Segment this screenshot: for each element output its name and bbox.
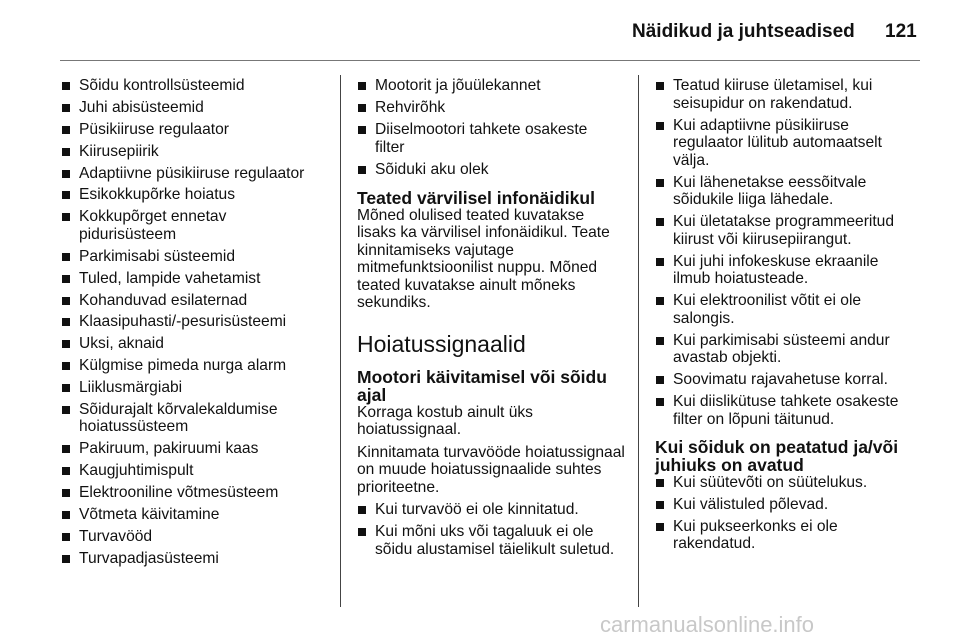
- list-item: Kui süütevõti on süütelukus.: [655, 474, 925, 492]
- list-item: Sõiduki aku olek: [357, 161, 629, 179]
- page-title: Näidikud ja juhtseadised: [632, 21, 855, 42]
- section-heading-warning-chimes: Hoiatussignaalid: [357, 330, 526, 357]
- warning-list-bottom: [357, 501, 629, 558]
- subheading-engine-start: Mootori käivitamisel või sõidu ajal: [357, 366, 607, 405]
- list-item: Kiirusepiirik: [61, 143, 331, 161]
- list-item: Sõidurajalt kõrvalekaldumise hoiatussüsteem: [61, 401, 289, 436]
- chime-conditions-list: [655, 77, 925, 428]
- watermark: carmanualsonline.info: [600, 612, 815, 637]
- stopped-conditions-list: [655, 474, 925, 553]
- list-item: Kui diislikütuse tahkete osakeste filter on lõpuni täitunud.: [655, 393, 923, 428]
- list-item: Kui turvavöö ei ole kinnitatud.: [357, 501, 629, 519]
- list-item: Elektrooniline võtmesüsteem: [61, 484, 331, 502]
- list-item: Juhi abisüsteemid: [61, 99, 331, 117]
- list-item: Kohanduvad esilaternad: [61, 292, 331, 310]
- list-item: Sõidu kontrollsüsteemid: [61, 77, 331, 95]
- list-item: Mootorit ja jõuülekannet: [357, 77, 629, 95]
- list-item: Turvavööd: [61, 528, 331, 546]
- list-item: Tuled, lampide vahetamist: [61, 270, 331, 288]
- list-item: Püsikiiruse regulaator: [61, 121, 331, 139]
- paragraph-color-display: Mõned olulised teated kuvatakse lisaks ka värvilisel infonäidikul. Teate kinnitamiseks vajutage mitmefunktsioonilist nuppu. Mõned teated kuvatakse ainult mõneks sekundiks.: [357, 206, 610, 311]
- paragraph-seatbelt-priority: Kinnitamata turvavööde hoiatussignaal on muude hoiatussignaalide suhtes prioriteetne.: [357, 443, 625, 496]
- list-item: Parkimisabi süsteemid: [61, 248, 331, 266]
- list-item: Kaugjuhtimispult: [61, 462, 331, 480]
- list-item: Kokkupõrget ennetav pidurisüsteem: [61, 208, 239, 243]
- list-item: Kui elektroonilist võtit ei ole salongis.: [655, 292, 883, 327]
- list-item: Kui juhi infokeskuse ekraanile ilmub hoiatusteade.: [655, 253, 893, 288]
- header-rule: [60, 60, 920, 61]
- list-item: Kui välistuled põlevad.: [655, 496, 925, 514]
- topic-list: [61, 77, 331, 567]
- list-item: Rehvirõhk: [357, 99, 629, 117]
- column-1: [61, 77, 331, 572]
- list-item: Kui parkimisabi süsteemi andur avastab objekti.: [655, 332, 908, 367]
- paragraph-single-chime: Korraga kostub ainult üks hoiatussignaal.: [357, 403, 533, 438]
- list-item: Võtmeta käivitamine: [61, 506, 331, 524]
- list-item: Esikokkupõrke hoiatus: [61, 186, 331, 204]
- list-item: Soovimatu rajavahetuse korral.: [655, 371, 925, 389]
- list-item: Kui adaptiivne püsikiiruse regulaator lülitub automaatselt välja.: [655, 117, 893, 170]
- column-2: [357, 77, 629, 563]
- list-item: Adaptiivne püsikiiruse regulaator: [61, 165, 331, 183]
- list-item: Pakiruum, pakiruumi kaas: [61, 440, 331, 458]
- list-item: Klaasipuhasti/-pesurisüsteemi: [61, 313, 331, 331]
- warning-list-top: [357, 77, 629, 178]
- section-heading-vehicle-stopped: Kui sõiduk on peatatud ja/või juhiuks on avatud: [655, 436, 899, 475]
- list-item: Turvapadjasüsteemi: [61, 550, 331, 568]
- column-divider-1: [340, 75, 341, 607]
- list-item: Kui mõni uks või tagaluuk ei ole sõidu alustamisel täielikult suletud.: [357, 523, 629, 558]
- list-item: Külgmise pimeda nurga alarm: [61, 357, 331, 375]
- list-item: Kui lähenetakse eessõitvale sõidukile liiga lähedale.: [655, 174, 888, 209]
- list-item: Uksi, aknaid: [61, 335, 331, 353]
- page-number: 121: [885, 21, 917, 42]
- list-item: Kui pukseerkonks ei ole rakendatud.: [655, 518, 873, 553]
- section-heading-color-display: Teated värvilisel infonäidikul: [357, 187, 595, 208]
- list-item: Teatud kiiruse ületamisel, kui seisupidur on rakendatud.: [655, 77, 883, 112]
- list-item: Diiselmootori tahkete osakeste filter: [357, 121, 590, 156]
- list-item: Kui ületatakse programmeeritud kiirust või kiirusepiirangut.: [655, 213, 908, 248]
- column-3: [655, 77, 925, 557]
- list-item: Liiklusmärgiabi: [61, 379, 331, 397]
- column-divider-2: [638, 75, 639, 607]
- page-header: [0, 0, 960, 60]
